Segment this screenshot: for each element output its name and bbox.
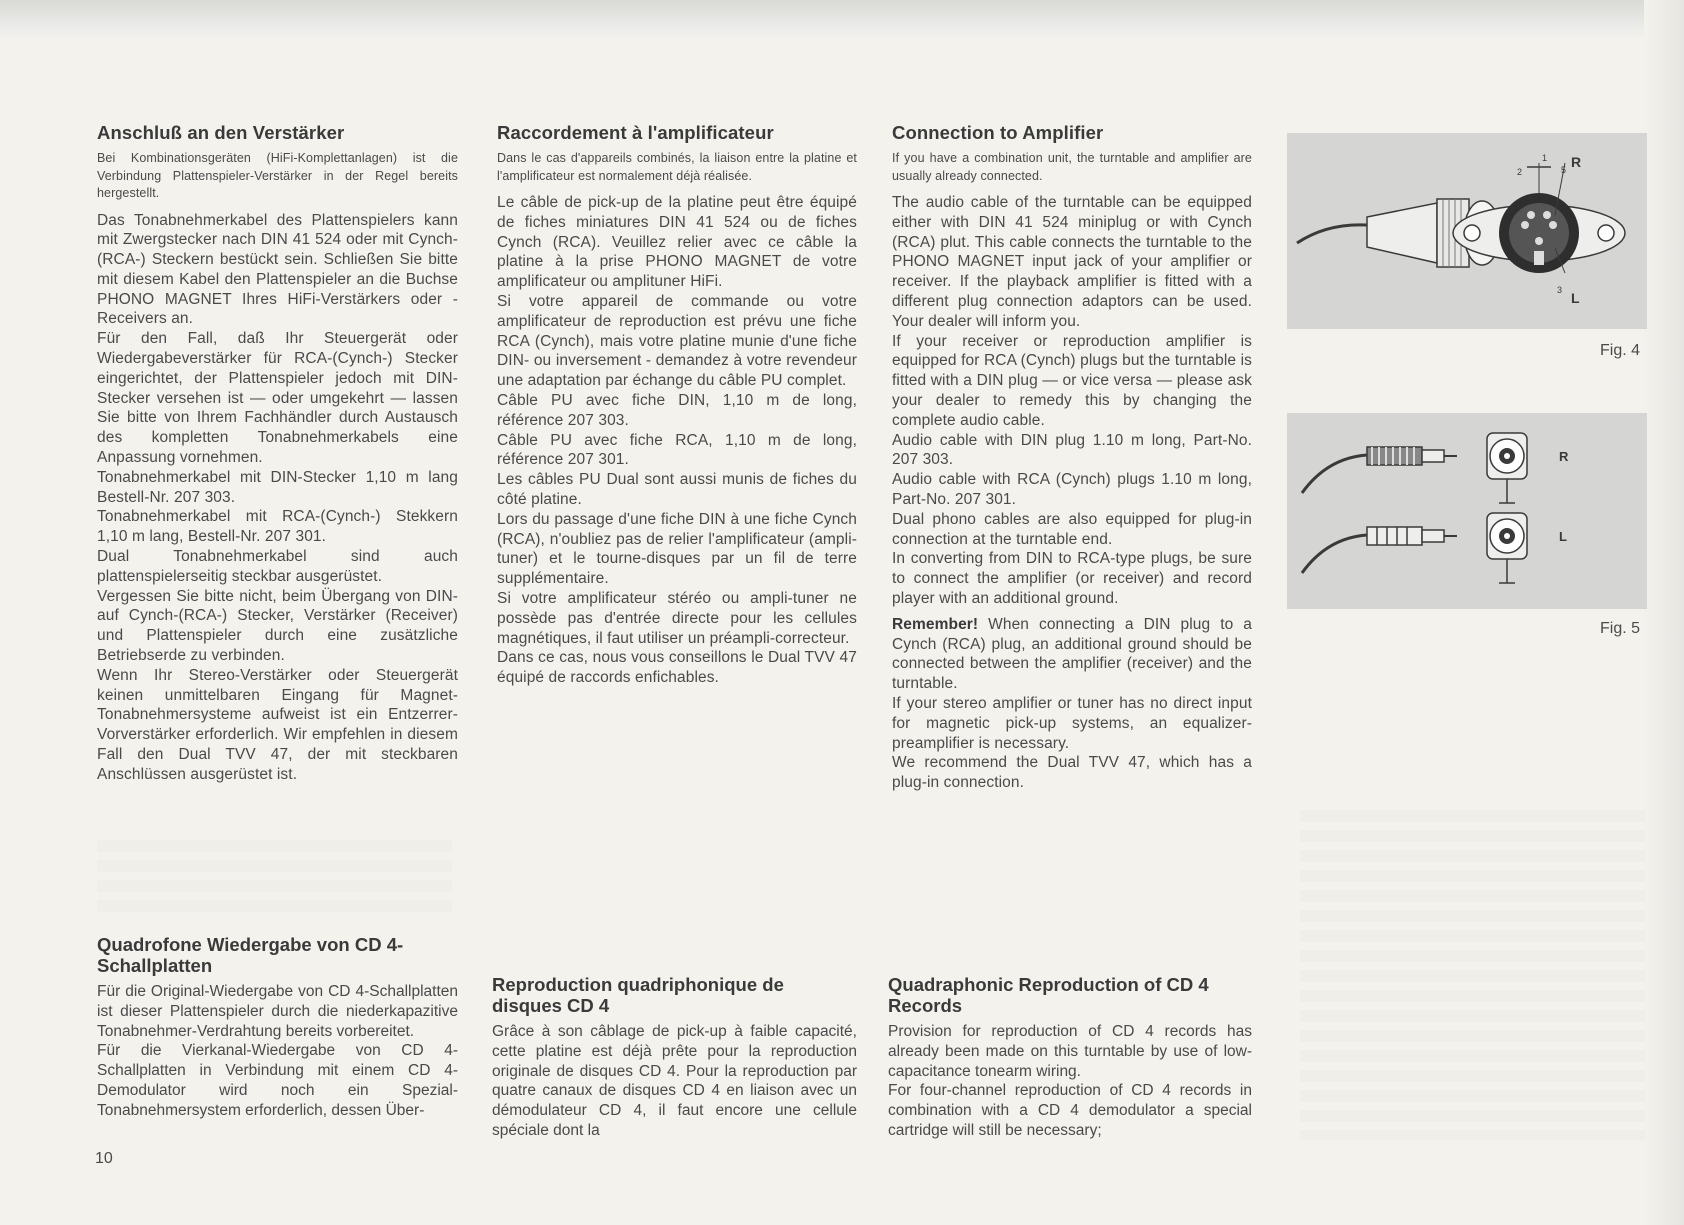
german-heading: Anschluß an den Verstärker xyxy=(97,122,345,143)
french-paragraph: Si votre amplificateur stéréo ou ampli-tuner ne possède pas d'entrée directe pour les cellules magnétiques, il faut utiliser un préampli-correcteur. xyxy=(497,589,857,647)
german-paragraph: Wenn Ihr Stereo-Verstärker oder Steuergerät keinen unmittelbaren Eingang für Magnet-Tonabnehmersysteme aufweist ist ein Entzerrer-Vorverstärker erforderlich. Wir empfehlen in diesem Fall den Dual TVV 47, der mit steckbaren Anschlüssen ausgerüstet ist. xyxy=(97,666,458,783)
french-paragraph-2: Grâce à son câblage de pick-up à faible capacité, cette platine est déjà prête pour la reproduction originale de disques CD 4. Pour la reproduction par quatre canaux de disques CD 4 en liaison avec un démodulateur CD 4, il faut encore une cellule spéciale dont la xyxy=(492,1023,857,1139)
english-section-2 xyxy=(888,974,1252,1141)
french-paragraph: Lors du passage d'une fiche DIN à une fiche Cynch (RCA), n'oubliez pas de relier l'amplificateur (ampli-tuner) et le tourne-disques par un fil de terre supplémentaire. xyxy=(497,510,857,588)
figure-5-caption: Fig. 5 xyxy=(1600,620,1641,637)
english-paragraph: Audio cable with DIN plug 1.10 m long, Part-No. 207 303. xyxy=(892,431,1252,469)
french-intro: Dans le cas d'appareils combinés, la liaison entre la platine et l'amplificateur est normalement déjà réalisée. xyxy=(497,151,857,183)
page-top-shadow xyxy=(0,0,1684,40)
pin-2-label: 2 xyxy=(1517,167,1523,177)
german-paragraph: Für den Fall, daß Ihr Steuergerät oder Wiedergabeverstärker für RCA-(Cynch-) Stecker eingerichtet, der Plattenspieler jedoch mit DIN-Stecker versehen ist — oder umgekehrt — lassen Sie bitte von Ihrem Fachhändler durch Austausch des kompletten Tonabnehmerkabels eine Anpassung vornehmen. xyxy=(97,330,458,467)
english-paragraph-2: Provision for reproduction of CD 4 records has already been made on this turntable by use of low-capacitance tonearm wiring. xyxy=(888,1023,1252,1080)
german-heading-2: Quadrofone Wiedergabe von CD 4-Schallplatten xyxy=(97,934,404,976)
english-paragraph: If your receiver or reproduction amplifier is equipped for RCA (Cynch) plugs but the turntable is fitted with a DIN plug — or vice versa — please ask your dealer to remedy this by changing the complete audio cable. xyxy=(892,332,1252,429)
french-section-2 xyxy=(492,974,857,1141)
french-paragraph: Dans ce cas, nous vous conseillons le Dual TVV 47 équipé de raccords enfichables. xyxy=(497,649,857,687)
fig5-left-label: L xyxy=(1559,529,1567,544)
fig5-right-label: R xyxy=(1559,449,1569,464)
right-channel-label: R xyxy=(1571,154,1582,170)
rca-plug-illustration xyxy=(1287,413,1647,609)
remember-text: When connecting a DIN plug to a Cynch (RCA) plug, an additional ground should be connected between the amplifier (receiver) and the turntable. xyxy=(892,615,1252,693)
french-heading-2: Reproduction quadriphonique de disques CD 4 xyxy=(492,974,784,1016)
french-paragraph: Si votre appareil de commande ou votre amplificateur de reproduction est prévu une fiche RCA (Cynch), mais votre platine munie d'une fiche DIN- ou inversement - demandez à votre revendeur une adaptation par échange du câble PU complet. xyxy=(497,292,857,390)
english-paragraph: If your stereo amplifier or tuner has no direct input for magnetic pick-up systems, an equalizer-preamplifier is necessary. xyxy=(892,694,1252,752)
german-paragraph: Vergessen Sie bitte nicht, beim Übergang von DIN- auf Cynch-(RCA-) Stecker, Verstärker (Receiver) und Plattenspieler durch eine zusätzliche Betriebserde zu verbinden. xyxy=(97,587,458,665)
english-paragraph: In converting from DIN to RCA-type plugs, be sure to connect the amplifier (or receiver) and record player with an additional ground. xyxy=(892,550,1252,607)
figure-5-rca-plugs xyxy=(1287,413,1647,609)
english-paragraph: Dual phono cables are also equipped for plug-in connection at the turntable end. xyxy=(892,510,1252,548)
german-paragraph: Tonabnehmerkabel mit DIN-Stecker 1,10 m lang Bestell-Nr. 207 303. xyxy=(97,468,458,506)
english-remember-note xyxy=(892,615,1252,694)
figure-4-din-plug xyxy=(1287,133,1647,329)
show-through-text xyxy=(1300,810,1645,1140)
page-number: 10 xyxy=(95,1150,113,1167)
pin-1-label: 1 xyxy=(1542,153,1548,163)
french-paragraph: Le câble de pick-up de la platine peut être équipé de fiches miniatures DIN 41 524 ou de fiches Cynch (RCA). Veuillez relier avec ce câble la platine à la prise PHONO MAGNET de votre amplificateur ou amplituner HiFi. xyxy=(497,194,857,291)
din-plug-illustration xyxy=(1287,133,1647,329)
german-column xyxy=(97,122,458,785)
french-paragraph: Câble PU avec fiche DIN, 1,10 m de long, référence 207 303. xyxy=(497,391,857,429)
left-channel-label: L xyxy=(1571,290,1580,306)
english-paragraph: We recommend the Dual TVV 47, which has a plug-in connection. xyxy=(892,754,1252,792)
german-paragraph: Das Tonabnehmerkabel des Plattenspielers kann mit Zwergstecker nach DIN 41 524 oder mit Cynch-(RCA-) Steckern bestückt sein. Schließen Sie bitte mit diesem Kabel den Plattenspieler an die Buchse PHONO MAGNET Ihres HiFi-Verstärkers oder -Receivers an. xyxy=(97,211,458,328)
english-paragraph-2: For four-channel reproduction of CD 4 records in combination with a CD 4 demodulator a special cartridge will still be necessary; xyxy=(888,1082,1252,1139)
page-edge-shadow xyxy=(1644,0,1684,1225)
remember-label: Remember! xyxy=(892,615,979,633)
french-heading: Raccordement à l'amplificateur xyxy=(497,122,774,143)
german-paragraph: Tonabnehmerkabel mit RCA-(Cynch-) Stekkern 1,10 m lang, Bestell-Nr. 207 301. xyxy=(97,508,458,546)
french-column xyxy=(497,122,857,688)
english-paragraph: Audio cable with RCA (Cynch) plugs 1.10 m long, Part-No. 207 301. xyxy=(892,471,1252,508)
english-intro: If you have a combination unit, the turntable and amplifier are usually already connected. xyxy=(892,151,1252,183)
german-paragraph: Dual Tonabnehmerkabel sind auch plattenspielerseitig steckbar ausgerüstet. xyxy=(97,548,458,585)
english-paragraph: The audio cable of the turntable can be equipped either with DIN 41 524 miniplug or with Cynch (RCA) plut. This cable connects the turntable to the PHONO MAGNET input jack of your amplifier or receiver. If the playback amplifier is fitted with a different plug connection adaptors can be used. Your dealer will inform you. xyxy=(892,194,1252,330)
french-paragraph: Câble PU avec fiche RCA, 1,10 m de long, référence 207 301. xyxy=(497,431,857,469)
german-paragraph-2: Für die Vierkanal-Wiedergabe von CD 4-Schallplatten in Verbindung mit einem CD 4-Demodulator wird noch ein Spezial-Tonabnehmersystem erforderlich, dessen Über- xyxy=(97,1042,458,1119)
english-column xyxy=(892,122,1252,793)
french-paragraph: Les câbles PU Dual sont aussi munis de fiches du côté platine. xyxy=(497,471,857,508)
english-heading: Connection to Amplifier xyxy=(892,122,1104,143)
show-through-text xyxy=(97,840,452,915)
german-paragraph-2: Für die Original-Wiedergabe von CD 4-Schallplatten ist dieser Plattenspieler durch die niederkapazitive Tonabnehmer-Verdrahtung bereits vorbereitet. xyxy=(97,983,458,1040)
german-section-2 xyxy=(97,934,458,1121)
german-intro: Bei Kombinationsgeräten (HiFi-Komplettanlagen) ist die Verbindung Plattenspieler-Verstärker in der Regel bereits hergestellt. xyxy=(97,151,458,200)
pin-5-label: 5 xyxy=(1561,165,1567,175)
figure-4-caption: Fig. 4 xyxy=(1600,342,1641,359)
pin-3-label: 3 xyxy=(1557,285,1563,295)
english-heading-2: Quadraphonic Reproduction of CD 4 Records xyxy=(888,974,1209,1016)
